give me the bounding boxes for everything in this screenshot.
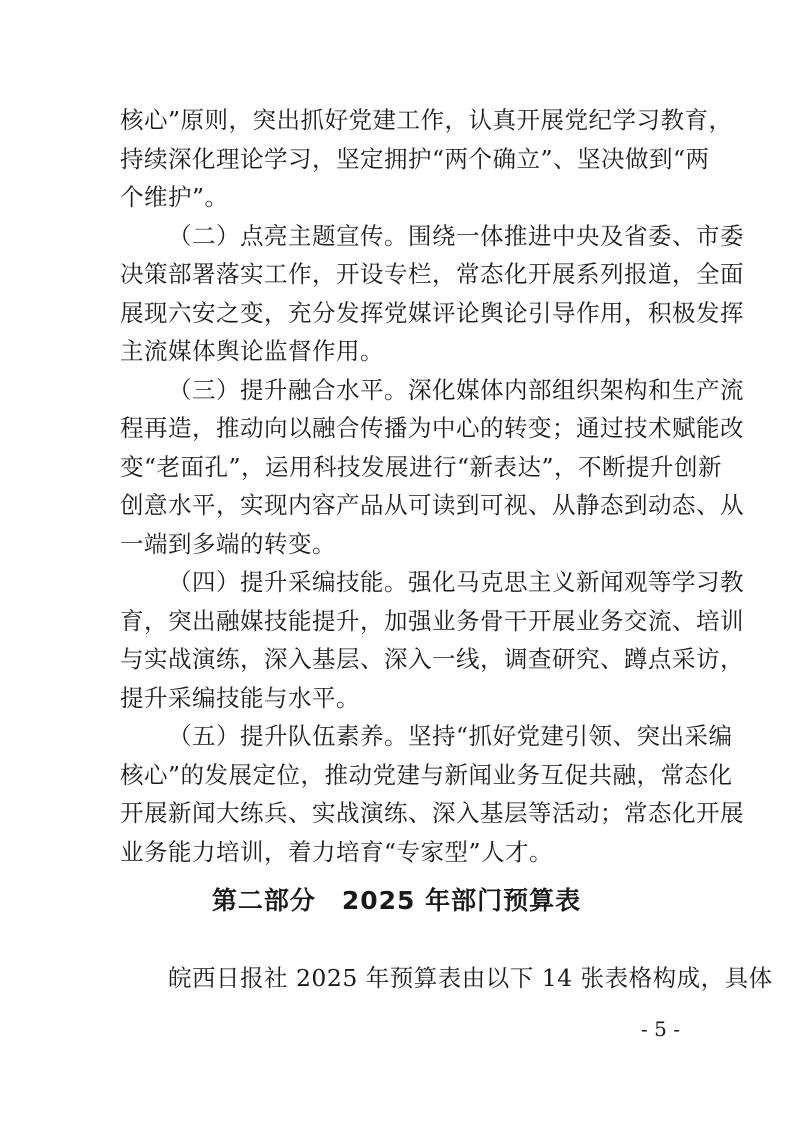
body-text-line: 主流媒体舆论监督作用。 (120, 337, 384, 365)
body-text-line: 开展新闻大练兵、实战演练、深入基层等活动；常态化开展 (120, 799, 744, 827)
paragraph-heading-line: （三）提升融合水平。深化媒体内部组织架构和生产流 (168, 376, 744, 404)
body-text-line: 持续深化理论学习，坚定拥护“两个确立”、坚决做到“两 (120, 145, 710, 173)
page-number: - 5 - (641, 1017, 680, 1041)
body-text-line: 一端到多端的转变。 (120, 530, 336, 558)
body-text-line: 展现六安之变，充分发挥党媒评论舆论引导作用，积极发挥 (120, 299, 744, 327)
body-text-line: 个维护”。 (120, 183, 229, 211)
paragraph-heading-line: （二）点亮主题宣传。围绕一体推进中央及省委、市委 (168, 222, 744, 250)
body-text-line: 程再造，推动向以融合传播为中心的转变；通过技术赋能改 (120, 414, 744, 442)
body-text-line: 与实战演练，深入基层、深入一线，调查研究、蹲点采访， (120, 645, 744, 673)
body-text-line: 核心”的发展定位，推动党建与新闻业务互促共融，常态化 (120, 761, 733, 789)
body-text-line: 创意水平，实现内容产品从可读到可视、从静态到动态、从 (120, 491, 744, 519)
body-text-line: 业务能力培训，着力培育“专家型”人才。 (120, 838, 554, 866)
body-text-line: 核心”原则，突出抓好党建工作，认真开展党纪学习教育， (120, 106, 733, 134)
body-text-line: 决策部署落实工作，开设专栏，常态化开展系列报道，全面 (120, 260, 744, 288)
body-text-line: 皖西日报社 2025 年预算表由以下 14 张表格构成，具体 (168, 964, 773, 992)
paragraph-heading-line: （五）提升队伍素养。坚持“抓好党建引领、突出采编 (168, 722, 733, 750)
body-text-line: 变“老面孔”，运用科技发展进行“新表达”，不断提升创新 (120, 453, 723, 481)
body-text-line: 提升采编技能与水平。 (120, 684, 360, 712)
section-heading: 第二部分 2025 年部门预算表 (211, 886, 582, 915)
paragraph-heading-line: （四）提升采编技能。强化马克思主义新闻观等学习教 (168, 568, 744, 596)
body-text-line: 育，突出融媒技能提升，加强业务骨干开展业务交流、培训 (120, 607, 744, 635)
